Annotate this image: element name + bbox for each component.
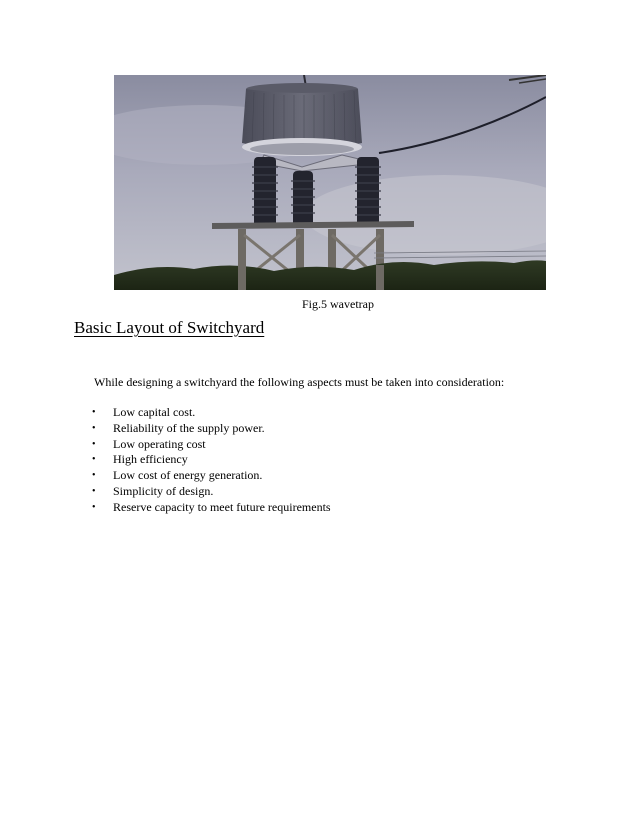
list-item-text: Low cost of energy generation. <box>113 468 263 483</box>
bullet-icon: • <box>92 470 96 482</box>
bullet-icon: • <box>92 407 96 418</box>
bullet-icon: • <box>92 422 96 434</box>
list-item-text: Simplicity of design. <box>113 483 214 498</box>
list-item <box>92 452 331 468</box>
list-item-text: Reserve capacity to meet future requirements <box>113 499 331 514</box>
wavetrap-photo <box>114 75 546 290</box>
list-item <box>92 421 331 437</box>
list-item-text: Low operating cost <box>113 436 206 451</box>
list-item <box>92 500 331 516</box>
section-heading: Basic Layout of Switchyard <box>74 318 265 337</box>
bullet-icon: • <box>92 485 96 497</box>
list-item <box>92 405 331 421</box>
list-item <box>92 468 331 484</box>
list-item-text: Low capital cost. <box>113 405 196 419</box>
intro-paragraph: While designing a switchyard the following aspects must be taken into consideration: <box>94 375 505 389</box>
figure-caption: Fig.5 wavetrap <box>302 297 374 311</box>
list-item <box>92 484 331 500</box>
list-item-text: High efficiency <box>113 452 188 467</box>
list-item <box>92 437 331 453</box>
considerations-list <box>92 405 331 516</box>
bullet-icon: • <box>92 501 96 513</box>
list-item-text: Reliability of the supply power. <box>113 420 265 435</box>
bullet-icon: • <box>92 438 96 450</box>
bullet-icon: • <box>92 454 96 466</box>
